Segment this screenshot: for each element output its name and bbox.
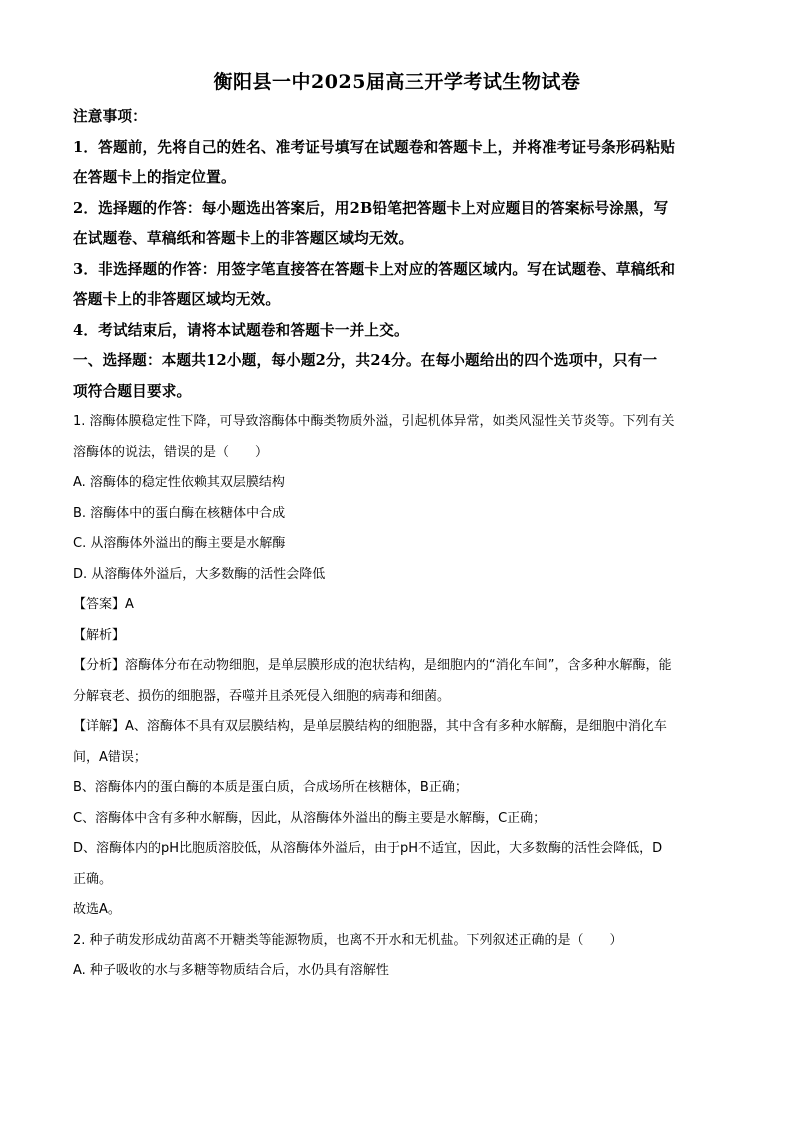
notice-item-3-line-2: 答题卡上的非答题区域均无效。 (73, 291, 281, 308)
question-1-option-d: D. 从溶酶体外溢后，大多数酶的活性会降低 (73, 566, 326, 582)
notice-item-2-line-2: 在试题卷、草稿纸和答题卡上的非答题区域均无效。 (73, 230, 414, 247)
notice-item-1-line-1: 1．答题前，先将自己的姓名、准考证号填写在试题卷和答题卡上，并将准考证号条形码粘贴 (73, 138, 676, 156)
question-1-xiangjie-d-line-1: D、溶酶体内的pH比胞质溶胶低，从溶酶体外溢后，由于pH不适宜，因此，大多数酶的活性会降低，D (73, 841, 663, 856)
question-1-option-a: A. 溶酶体的稳定性依赖其双层膜结构 (73, 475, 285, 490)
notice-heading: 注意事项： (73, 108, 147, 125)
question-2-option-a: A. 种子吸收的水与多糖等物质结合后，水仍具有溶解性 (73, 963, 389, 978)
section-heading-line-2: 项符合题目要求。 (73, 382, 192, 400)
question-1-option-b: B. 溶酶体中的蛋白酶在核糖体中合成 (73, 505, 286, 521)
question-1-conclusion: 故选A。 (73, 902, 121, 917)
question-1-xiangjie-line-2: 间，A错误； (73, 749, 147, 765)
question-1-xiangjie-line-1: 【详解】A、溶酶体不具有双层膜结构，是单层膜结构的细胞器，其中含有多种水解酶，是细胞中消化车 (73, 719, 667, 734)
page-title: 衡阳县一中2025届高三开学考试生物试卷 (213, 71, 581, 93)
question-1-stem-line-1: 1. 溶酶体膜稳定性下降，可导致溶酶体中酶类物质外溢，引起机体异常，如类风湿性关节炎等。下列有关 (73, 414, 675, 429)
notice-item-3-line-1: 3．非选择题的作答：用签字笔直接答在答题卡上对应的答题区域内。写在试题卷、草稿纸和 (73, 260, 676, 278)
section-heading (73, 348, 723, 405)
notice-item-4: 4．考试结束后，请将本试题卷和答题卡一并上交。 (73, 321, 409, 339)
notice-item-2-line-1: 2．选择题的作答：每小题选出答案后，用2B铅笔把答题卡上对应题目的答案标号涂黑，写 (73, 199, 669, 217)
question-2-stem: 2. 种子萌发形成幼苗离不开糖类等能源物质，也离不开水和无机盐。下列叙述正确的是（ ） (73, 932, 623, 948)
question-2 (73, 928, 723, 985)
question-1-analysis-label: 【解析】 (73, 627, 126, 643)
section-heading-line-1: 一、选择题：本题共12小题，每小题2分，共24分。在每小题给出的四个选项中，只有一 (73, 352, 658, 369)
notice-item-1-line-2: 在答题卡上的指定位置。 (73, 169, 236, 186)
question-1-fenxi-line-1: 【分析】溶酶体分布在动物细胞，是单层膜形成的泡状结构，是细胞内的“消化车间”，含多种水解酶，能 (73, 658, 672, 673)
question-1 (73, 409, 723, 923)
question-1-xiangjie-b: B、溶酶体内的蛋白酶的本质是蛋白质，合成场所在核糖体，B正确； (73, 780, 468, 795)
notice-section (73, 104, 723, 344)
question-1-xiangjie-c: C、溶酶体中含有多种水解酶，因此，从溶酶体外溢出的酶主要是水解酶，C正确； (73, 810, 547, 826)
exam-content (73, 104, 723, 984)
question-1-answer: 【答案】A (73, 597, 134, 612)
question-1-option-c: C. 从溶酶体外溢出的酶主要是水解酶 (73, 536, 286, 551)
question-1-stem-line-2: 溶酶体的说法，错误的是（ ） (73, 444, 269, 460)
question-1-fenxi-line-2: 分解衰老、损伤的细胞器，吞噬并且杀死侵入细胞的病毒和细菌。 (73, 688, 451, 704)
question-1-xiangjie-d-line-2: 正确。 (73, 871, 113, 887)
